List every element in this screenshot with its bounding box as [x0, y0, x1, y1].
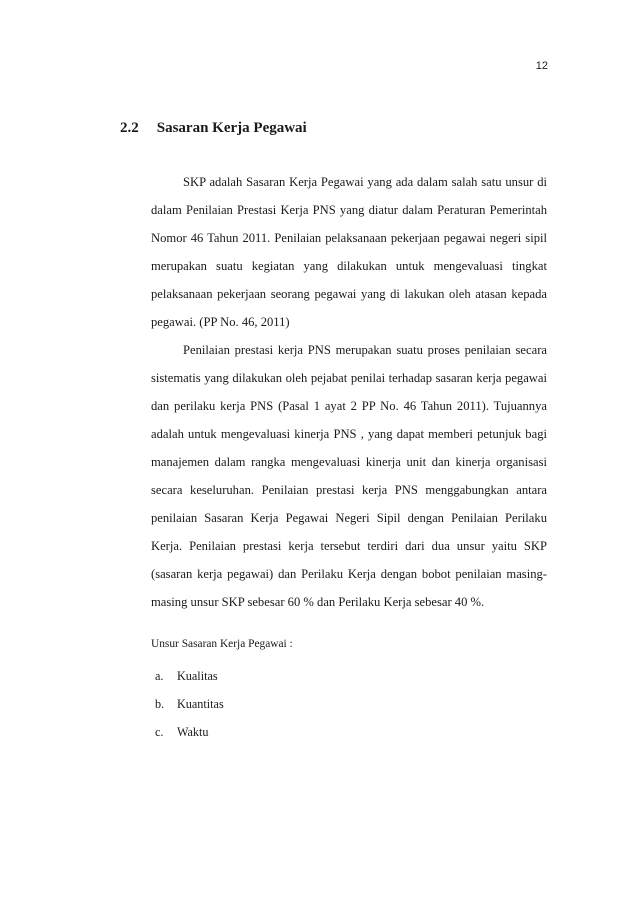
list-item-label: Kualitas — [177, 669, 218, 683]
unsur-list — [151, 662, 547, 746]
list-intro: Unsur Sasaran Kerja Pegawai : — [151, 638, 293, 650]
paragraph-skp-definition: SKP adalah Sasaran Kerja Pegawai yang ada dalam salah satu unsur di dalam Penilaian Prestasi Kerja PNS yang diatur dalam Peraturan Pemerintah Nomor 46 Tahun 2011. Penilaian pelaksanaan pekerjaan pegawai negeri sipil merupakan suatu kegiatan yang dilakukan untuk mengevaluasi tingkat pelaksanaan pekerjaan seorang pegawai yang di lakukan oleh atasan kepada pegawai. (PP No. 46, 2011) — [151, 175, 547, 329]
section-title: Sasaran Kerja Pegawai — [156, 120, 307, 136]
list-item — [151, 662, 547, 690]
section-body — [151, 168, 547, 746]
section-number: 2.2 — [120, 120, 139, 136]
paragraph-penilaian-prestasi: Penilaian prestasi kerja PNS merupakan suatu proses penilaian secara sistematis yang dilakukan oleh pejabat penilai terhadap sasaran kerja pegawai dan perilaku kerja PNS (Pasal 1 ayat 2 PP No. 46 Tahun 2011). Tujuannya adalah untuk mengevaluasi kinerja PNS , yang dapat memberi petunjuk bagi manajemen dalam rangka mengevaluasi kinerja unit dan kinerja organisasi secara keseluruhan. Penilaian prestasi kerja PNS menggabungkan antara penilaian Sasaran Kerja Pegawai Negeri Sipil dengan Penilaian Perilaku Kerja. Penilaian prestasi kerja tersebut terdiri dari dua unsur yaitu SKP (sasaran kerja pegawai) dan Perilaku Kerja dengan bobot penilaian masing-masing unsur SKP sebesar 60 % dan Perilaku Kerja sebesar 40 %. — [151, 343, 547, 609]
list-marker: b. — [155, 697, 165, 711]
list-item-label: Kuantitas — [177, 697, 224, 711]
list-marker: c. — [155, 725, 164, 739]
page-number: 12 — [535, 60, 548, 72]
list-item — [151, 718, 547, 746]
list-item-label: Waktu — [177, 725, 209, 739]
section-heading — [120, 120, 307, 137]
list-marker: a. — [155, 669, 164, 683]
list-item — [151, 690, 547, 718]
